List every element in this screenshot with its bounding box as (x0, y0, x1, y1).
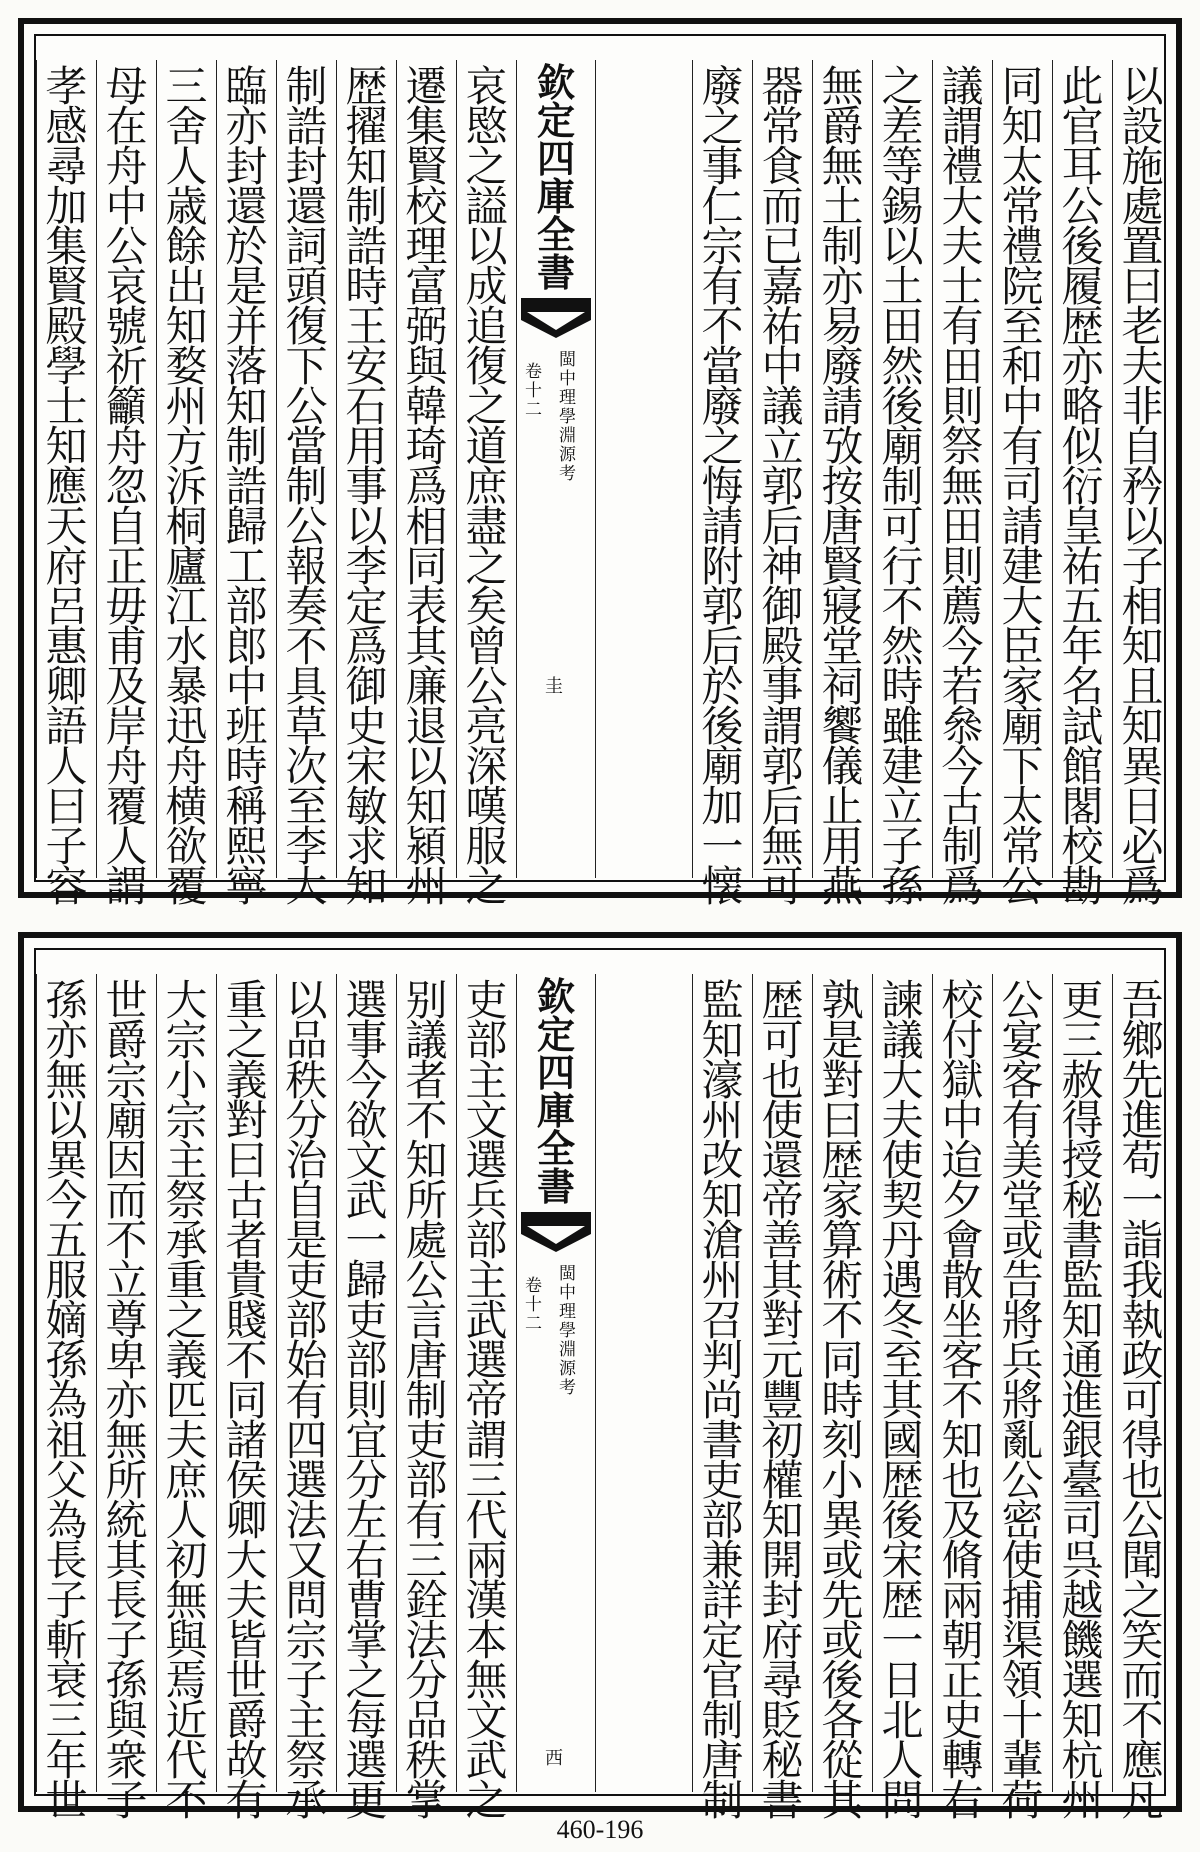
text-column: 制 誥 封 還 詞 頭 復 下 公 當 制 公 報 奏 不 具 草 次 至 李 大 (276, 60, 336, 878)
text-column: 孫 亦 無 以 異 今 五 服 嫡 孫 為 祖 父 為 長 子 斬 衰 三 年 世 (36, 974, 96, 1792)
text-column: 諫 議 大 夫 使 契 丹 遇 冬 至 其 國 歴 後 宋 歴 一 日 北 人 問 (872, 974, 932, 1792)
top-page (18, 18, 1182, 911)
text-column: 以 品 秩 分 治 自 是 吏 部 始 有 四 選 法 又 問 宗 子 主 祭 承 (276, 974, 336, 1792)
fishtail-mark-icon (521, 298, 591, 344)
text-column: 之 差 等 錫 以 土 田 然 後 廟 制 可 行 不 然 時 雖 建 立 子 孫 (872, 60, 932, 878)
gutter-leaf-number: 圭 (545, 676, 563, 697)
text-column: 遷 集 賢 校 理 富 弼 與 韓 琦 爲 相 同 表 其 廉 退 以 知 潁 州 (396, 60, 456, 878)
text-column: 此 官 耳 公 後 履 歴 亦 略 似 衍 皇 祐 五 年 名 試 館 閣 校 勘 (1052, 60, 1112, 878)
text-column: 世 爵 宗 廟 因 而 不 立 尊 卑 亦 無 所 統 其 長 子 孫 與 衆 子 (96, 974, 156, 1792)
text-column: 吾 鄉 先 進 苟 一 詣 我 執 政 可 得 也 公 聞 之 笑 而 不 應 凡 (1112, 974, 1172, 1792)
text-column: 母 在 舟 中 公 哀 號 祈 籲 舟 忽 自 正 毋 甫 及 岸 舟 覆 人 謂 (96, 60, 156, 878)
page-frame (34, 34, 1166, 911)
text-column: 孝 感 尋 加 集 賢 殿 學 士 知 應 天 府 呂 惠 卿 語 人 曰 子 容 (36, 60, 96, 878)
text-column: 器 常 食 而 已 嘉 祐 中 議 立 郭 后 神 御 殿 事 謂 郭 后 無 可 (752, 60, 812, 878)
text-column: 同 知 太 常 禮 院 至 和 中 有 司 請 建 大 臣 家 廟 下 太 常 公 (992, 60, 1052, 878)
text-column: 議 謂 禮 大 夫 士 有 田 則 祭 無 田 則 薦 今 若 叅 今 古 制 爲 (932, 60, 992, 878)
page-frame (34, 948, 1166, 1825)
gutter-title: 欽 定 四 庫 全 書 (536, 60, 575, 295)
text-column: 選 事 今 欲 文 武 一 歸 吏 部 則 宜 分 左 右 曹 掌 之 每 選 更 (336, 974, 396, 1792)
text-column: 三 舍 人 歳 餘 出 知 婺 州 方 泝 桐 廬 江 水 暴 迅 舟 横 欲 覆 (156, 60, 216, 878)
text-column: 歴 擢 知 制 誥 時 王 安 石 用 事 以 李 定 爲 御 史 宋 敏 求 知 (336, 60, 396, 878)
center-gutter (516, 974, 596, 1792)
text-column: 廢 之 事 仁 宗 有 不 當 廢 之 悔 請 附 郭 后 於 後 廟 加 一 懐 (692, 60, 752, 878)
text-column: 臨 亦 封 還 於 是 并 落 知 制 誥 歸 工 部 郎 中 班 時 稱 熙 寧 (216, 60, 276, 878)
page-number: 460-196 (556, 1815, 644, 1844)
text-column: 大 宗 小 宗 主 祭 承 重 之 義 匹 夫 庶 人 初 無 與 焉 近 代 不 (156, 974, 216, 1792)
text-column: 監 知 濠 州 改 知 滄 州 召 判 尚 書 吏 部 兼 詳 定 官 制 唐 制 (692, 974, 752, 1792)
text-column: 更 三 赦 得 授 秘 書 監 知 通 進 銀 臺 司 呉 越 饑 選 知 杭 州 (1052, 974, 1112, 1792)
text-column: 吏 部 主 文 選 兵 部 主 武 選 帝 謂 三 代 兩 漢 本 無 文 武 之 (456, 974, 516, 1792)
bottom-page (18, 932, 1182, 1825)
gutter-volume: 卷 十 二 (525, 362, 542, 420)
text-column: 孰 是 對 曰 歴 家 算 術 不 同 時 刻 小 異 或 先 或 後 各 從 其 (812, 974, 872, 1792)
text-column: 校 付 獄 中 迨 夕 會 散 坐 客 不 知 也 及 脩 兩 朝 正 史 轉 右 (932, 974, 992, 1792)
text-column: 重 之 義 對 曰 古 者 貴 賤 不 同 諸 侯 卿 大 夫 皆 世 爵 故 有 (216, 974, 276, 1792)
text-column: 公 宴 客 有 美 堂 或 告 將 兵 將 亂 公 密 使 捕 渠 領 十 輩 荷 (992, 974, 1052, 1792)
gutter-book-title: 閩 中 理 學 淵 源 考 (559, 350, 576, 484)
text-column: 歴 可 也 使 還 帝 善 其 對 元 豐 初 權 知 開 封 府 尋 貶 秘 書 (752, 974, 812, 1792)
gutter-volume: 卷 十 二 (525, 1276, 542, 1334)
text-column: 哀 愍 之 謚 以 成 追 復 之 道 庶 盡 之 矣 曾 公 亮 深 嘆 服 之 (456, 60, 516, 878)
gutter-leaf-number: 西 (545, 1748, 563, 1769)
center-gutter (516, 60, 596, 878)
gutter-title: 欽 定 四 庫 全 書 (536, 974, 575, 1209)
text-column: 以 設 施 處 置 曰 老 夫 非 自 矜 以 子 相 知 且 知 異 日 必 爲 (1112, 60, 1172, 878)
fishtail-mark-icon (521, 1212, 591, 1258)
text-column: 無 爵 無 土 制 亦 易 廢 請 攷 按 唐 賢 寢 堂 祠 饗 儀 止 用 燕 (812, 60, 872, 878)
gutter-book-title: 閩 中 理 學 淵 源 考 (559, 1264, 576, 1398)
text-column: 别 議 者 不 知 所 處 公 言 唐 制 吏 部 有 三 銓 法 分 品 秩 掌 (396, 974, 456, 1792)
